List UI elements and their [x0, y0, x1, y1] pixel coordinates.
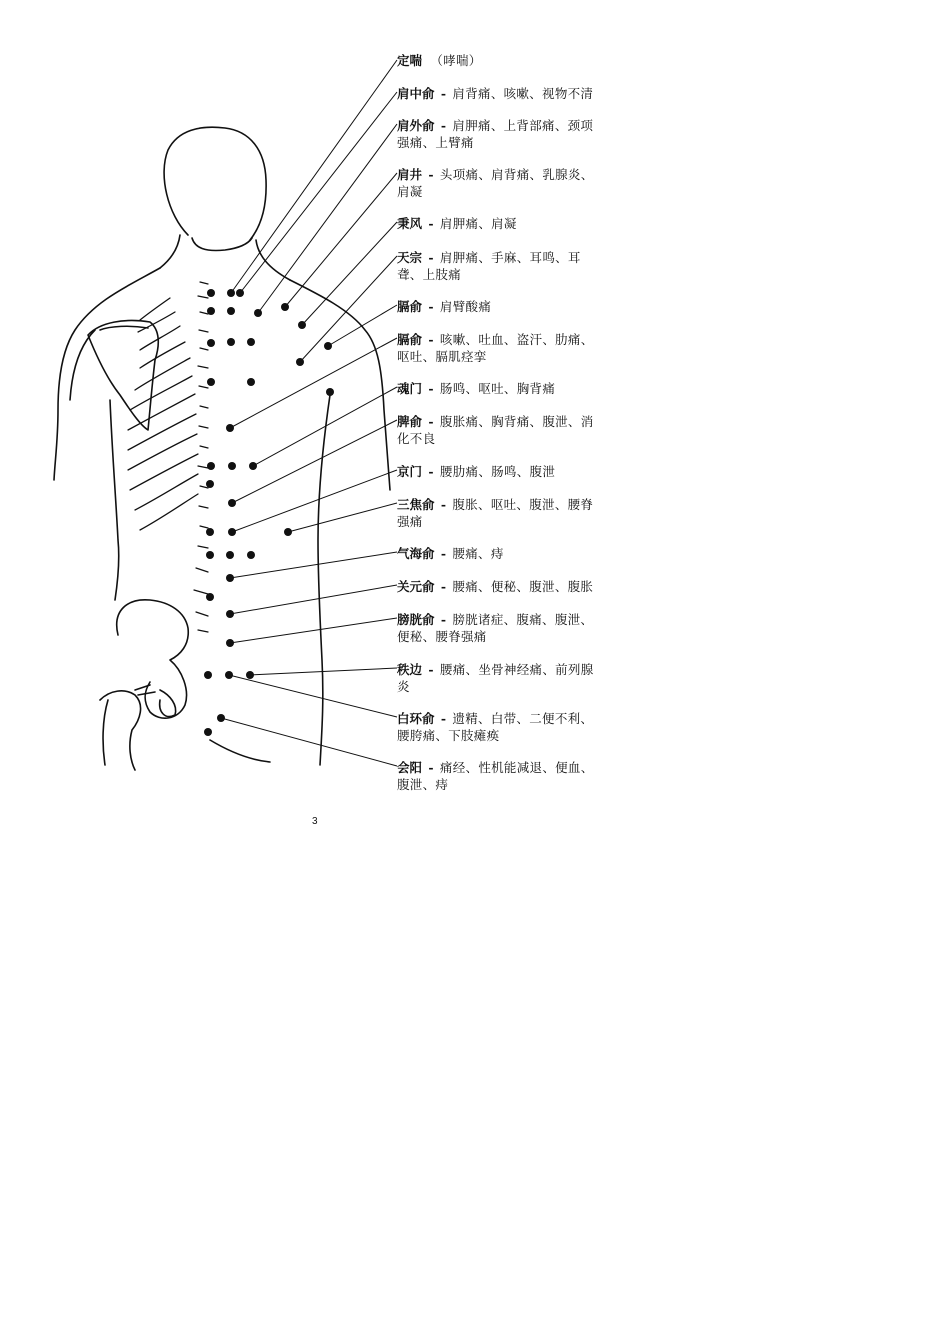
acupoint-indications: 腹胀痛、胸背痛、腹泄、消化不良 [397, 414, 594, 446]
left-torso-outline [110, 400, 119, 600]
acupoint-indications: 腰痛、便秘、腹泄、腹胀 [452, 579, 594, 594]
acupoint-separator: - [436, 579, 451, 594]
pelvis-outline [117, 600, 189, 718]
acupoint-name: 白环俞 [397, 711, 435, 726]
acupoint-indications: 咳嗽、吐血、盗汗、肋痛、呕吐、膈肌痉挛 [397, 332, 594, 364]
acupoint-indications: 肠鸣、呕吐、胸背痛 [439, 381, 556, 396]
acupoint-label [397, 611, 597, 645]
leader-lines [221, 60, 397, 766]
acupoint-label [397, 496, 597, 530]
acupoint-separator: - [424, 250, 438, 265]
acupoint-separator: - [436, 711, 451, 726]
acupoint-separator: - [424, 760, 438, 775]
acupoint-indications: 肩胛痛、上背部痛、颈项强痛、上臂痛 [397, 118, 594, 150]
acupoint-name: 天宗 [397, 250, 423, 265]
spine [194, 282, 208, 632]
acupoint-name: 三焦俞 [397, 497, 435, 512]
acupoint-indications: 肩背痛、咳嗽、视物不清 [452, 86, 594, 101]
right-shoulder-outline [290, 280, 390, 490]
acupoint-name: 脾俞 [397, 414, 423, 429]
acupoint-name: 膈俞 [397, 299, 423, 314]
ribs [128, 298, 198, 530]
acupoint-separator: - [436, 118, 451, 133]
acupoint-name: 膀胱俞 [397, 612, 435, 627]
acupoint-name: 京门 [397, 464, 423, 479]
acupoint-name: 气海俞 [397, 546, 435, 561]
acupoint-indications: （哮喘） [430, 53, 482, 68]
acupoint-name: 肩外俞 [397, 118, 435, 133]
acupoint-label [397, 413, 597, 447]
acupoint-separator [424, 53, 428, 68]
head-outline [164, 127, 266, 240]
acupoint-name: 定喘 [397, 53, 423, 68]
acupoint-label [397, 545, 597, 562]
acupoint-indications: 肩胛痛、手麻、耳鸣、耳聋、上肢痛 [397, 250, 581, 282]
scapula-outline [88, 321, 158, 430]
acupoint-separator: - [436, 612, 451, 627]
acupoint-dots [204, 289, 334, 736]
acupoint-label [397, 463, 597, 480]
acupoint-separator: - [424, 216, 438, 231]
acupoint-separator: - [424, 332, 438, 347]
acupoint-name: 肩中俞 [397, 86, 435, 101]
acupoint-separator: - [436, 497, 451, 512]
acupoint-separator: - [424, 414, 438, 429]
acupoint-name: 秉风 [397, 216, 423, 231]
acupoint-name: 秩边 [397, 662, 423, 677]
acupoint-label [397, 166, 597, 200]
acupoint-label [397, 710, 597, 744]
acupoint-label [397, 85, 597, 102]
acupoint-indications: 头项痛、肩背痛、乳腺炎、肩凝 [397, 167, 594, 199]
acupoint-separator: - [424, 381, 438, 396]
acupoint-name: 会阳 [397, 760, 423, 775]
acupoint-indications: 腰痛、痔 [452, 546, 504, 561]
acupoint-indications: 腹胀、呕吐、腹泄、腰脊强痛 [397, 497, 594, 529]
acupoint-indications: 腰痛、坐骨神经痛、前列腺炎 [397, 662, 594, 694]
acupoint-label [397, 661, 597, 695]
page-number: 3 [312, 816, 318, 827]
acupoint-indications: 遗精、白带、二便不利、腰胯痛、下肢瘫痪 [397, 711, 594, 743]
acupoint-indications: 痛经、性机能减退、便血、腹泄、痔 [397, 760, 594, 792]
acupoint-separator: - [436, 546, 451, 561]
acupoint-label [397, 331, 597, 365]
right-torso-outline [318, 395, 330, 765]
acupoint-label [397, 298, 597, 315]
acupoint-label [397, 249, 597, 283]
acupoint-name: 关元俞 [397, 579, 435, 594]
acupoint-separator: - [424, 167, 438, 182]
acupoint-label [397, 578, 597, 595]
femur-outline [100, 691, 141, 770]
neck-outline [192, 238, 252, 251]
acupoint-name: 膈俞 [397, 332, 423, 347]
acupoint-indications: 膀胱诸症、腹痛、腹泄、便秘、腰脊强痛 [397, 612, 594, 644]
acupoint-name: 肩井 [397, 167, 423, 182]
acupoint-label [397, 380, 597, 397]
acupoint-separator: - [424, 464, 438, 479]
acupoint-indications: 腰肋痛、肠鸣、腹泄 [439, 464, 556, 479]
acupoint-indications: 肩胛痛、肩凝 [439, 216, 517, 231]
acupoint-name: 魂门 [397, 381, 423, 396]
acupoint-separator: - [436, 86, 451, 101]
acupoint-separator: - [424, 299, 438, 314]
acupoint-label [397, 759, 597, 793]
acupoint-label [397, 117, 597, 151]
acupoint-indications: 肩臂酸痛 [439, 299, 492, 314]
acupoint-label [397, 52, 597, 69]
acupoint-label [397, 215, 597, 232]
acupoint-separator: - [424, 662, 438, 677]
